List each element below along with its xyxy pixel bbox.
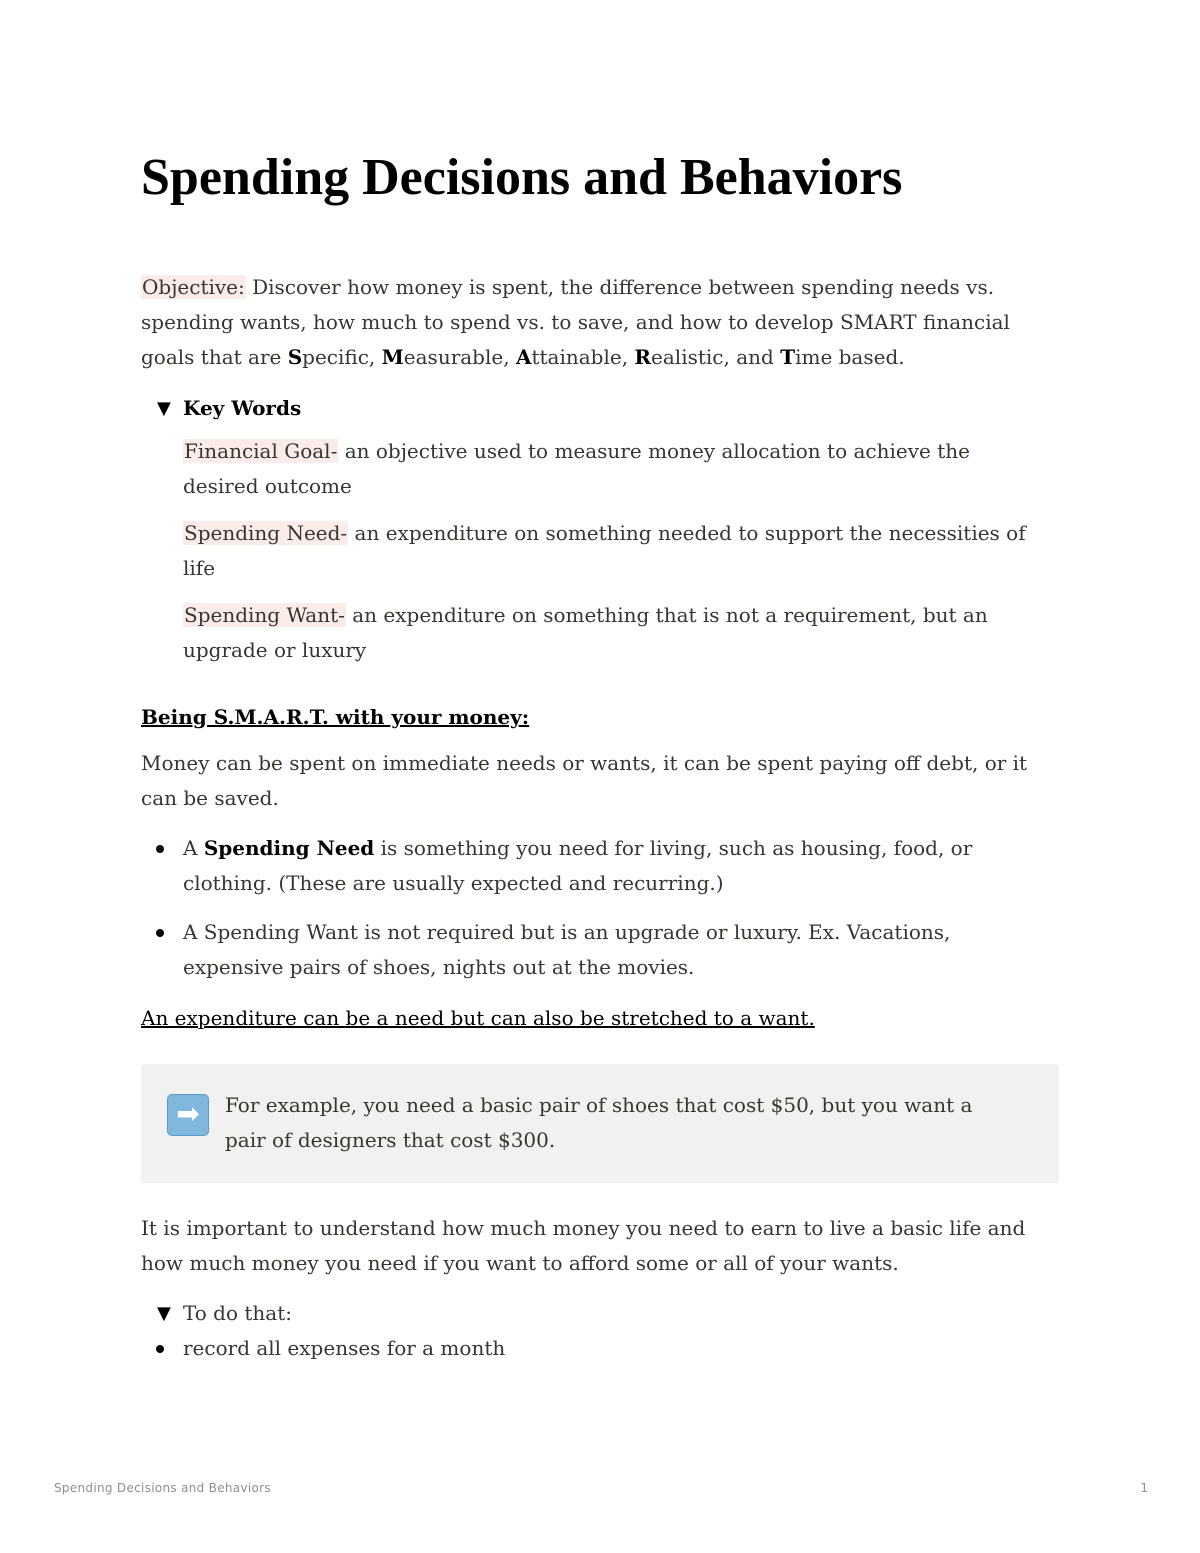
objective-paragraph [141, 270, 1041, 375]
bullet-text: A [183, 836, 204, 860]
list-item: record all expenses for a month [141, 1331, 1041, 1366]
example-callout [141, 1064, 1059, 1183]
smart-s-rest: pecific, [302, 345, 382, 369]
smart-r: R [634, 345, 652, 369]
smart-t: T [780, 345, 796, 369]
objective-text: Discover how money is spent, the difference between spending needs vs. spending wants, how much to spend vs. to save, and how to develop SMART financial goals that are [141, 275, 1010, 369]
smart-a: A [515, 345, 532, 369]
to-do-title: To do that: [183, 1301, 293, 1325]
key-words-toggle [141, 391, 1041, 680]
key-word-definition: an expenditure on something that is not a requirement, but an upgrade or luxury [183, 603, 988, 662]
bullet-bold-term: Spending Need [203, 836, 375, 860]
key-word-term: Financial Goal- [184, 439, 338, 463]
to-do-toggle-header[interactable] [141, 1296, 1041, 1331]
callout-text: For example, you need a basic pair of shoes that cost $50, but you want a pair of designers that cost $300. [225, 1093, 973, 1152]
page-content [141, 145, 1059, 1360]
to-do-list [141, 1331, 1041, 1366]
toggle-triangle-icon[interactable]: ▼ [157, 1303, 171, 1324]
smart-a-rest: ttainable, [531, 345, 635, 369]
list-item [141, 831, 1051, 901]
smart-section-heading: Being S.M.A.R.T. with your money: [141, 705, 530, 729]
page-title: Spending Decisions and Behaviors [141, 149, 903, 206]
smart-t-rest: ime based. [795, 345, 905, 369]
page-number: 1 [1140, 1481, 1148, 1495]
smart-m-rest: easurable, [403, 345, 516, 369]
money-paragraph: Money can be spent on immediate needs or wants, it can be spent paying off debt, or it can be saved. [141, 751, 1028, 810]
key-words-title: Key Words [183, 396, 302, 420]
smart-m: M [381, 345, 404, 369]
key-words-list [183, 434, 1041, 668]
key-word-item [183, 598, 1041, 668]
key-word-definition: an expenditure on something needed to support the necessities of life [183, 521, 1026, 580]
stretch-statement: An expenditure can be a need but can also be stretched to a want. [141, 1006, 815, 1030]
arrow-right-glyph: ➡ [176, 1097, 200, 1130]
key-word-term: Spending Want- [184, 603, 345, 627]
key-word-definition: an objective used to measure money allocation to achieve the desired outcome [183, 439, 970, 498]
list-item: A Spending Want is not required but is an upgrade or luxury. Ex. Vacations, expensive pairs of shoes, nights out at the movies. [141, 915, 1051, 985]
to-do-toggle [141, 1296, 1041, 1380]
objective-label: Objective: [142, 275, 245, 299]
smart-s: S [287, 345, 303, 369]
key-word-term: Spending Need- [184, 521, 348, 545]
footer-title: Spending Decisions and Behaviors [54, 1481, 271, 1495]
needs-wants-list [141, 831, 1051, 999]
important-paragraph: It is important to understand how much money you need to earn to live a basic life and how much money you need if you want to afford some or all of your wants. [141, 1216, 1026, 1275]
arrow-right-icon [167, 1094, 209, 1136]
key-word-item [183, 516, 1041, 586]
bullet-text: is something you need for living, such as housing, food, or clothing. (These are usually expected and recurring.) [183, 836, 973, 895]
toggle-triangle-icon[interactable]: ▼ [157, 398, 171, 419]
smart-r-rest: ealistic, and [651, 345, 781, 369]
key-words-toggle-header[interactable] [141, 391, 1041, 426]
key-word-item [183, 434, 1041, 504]
